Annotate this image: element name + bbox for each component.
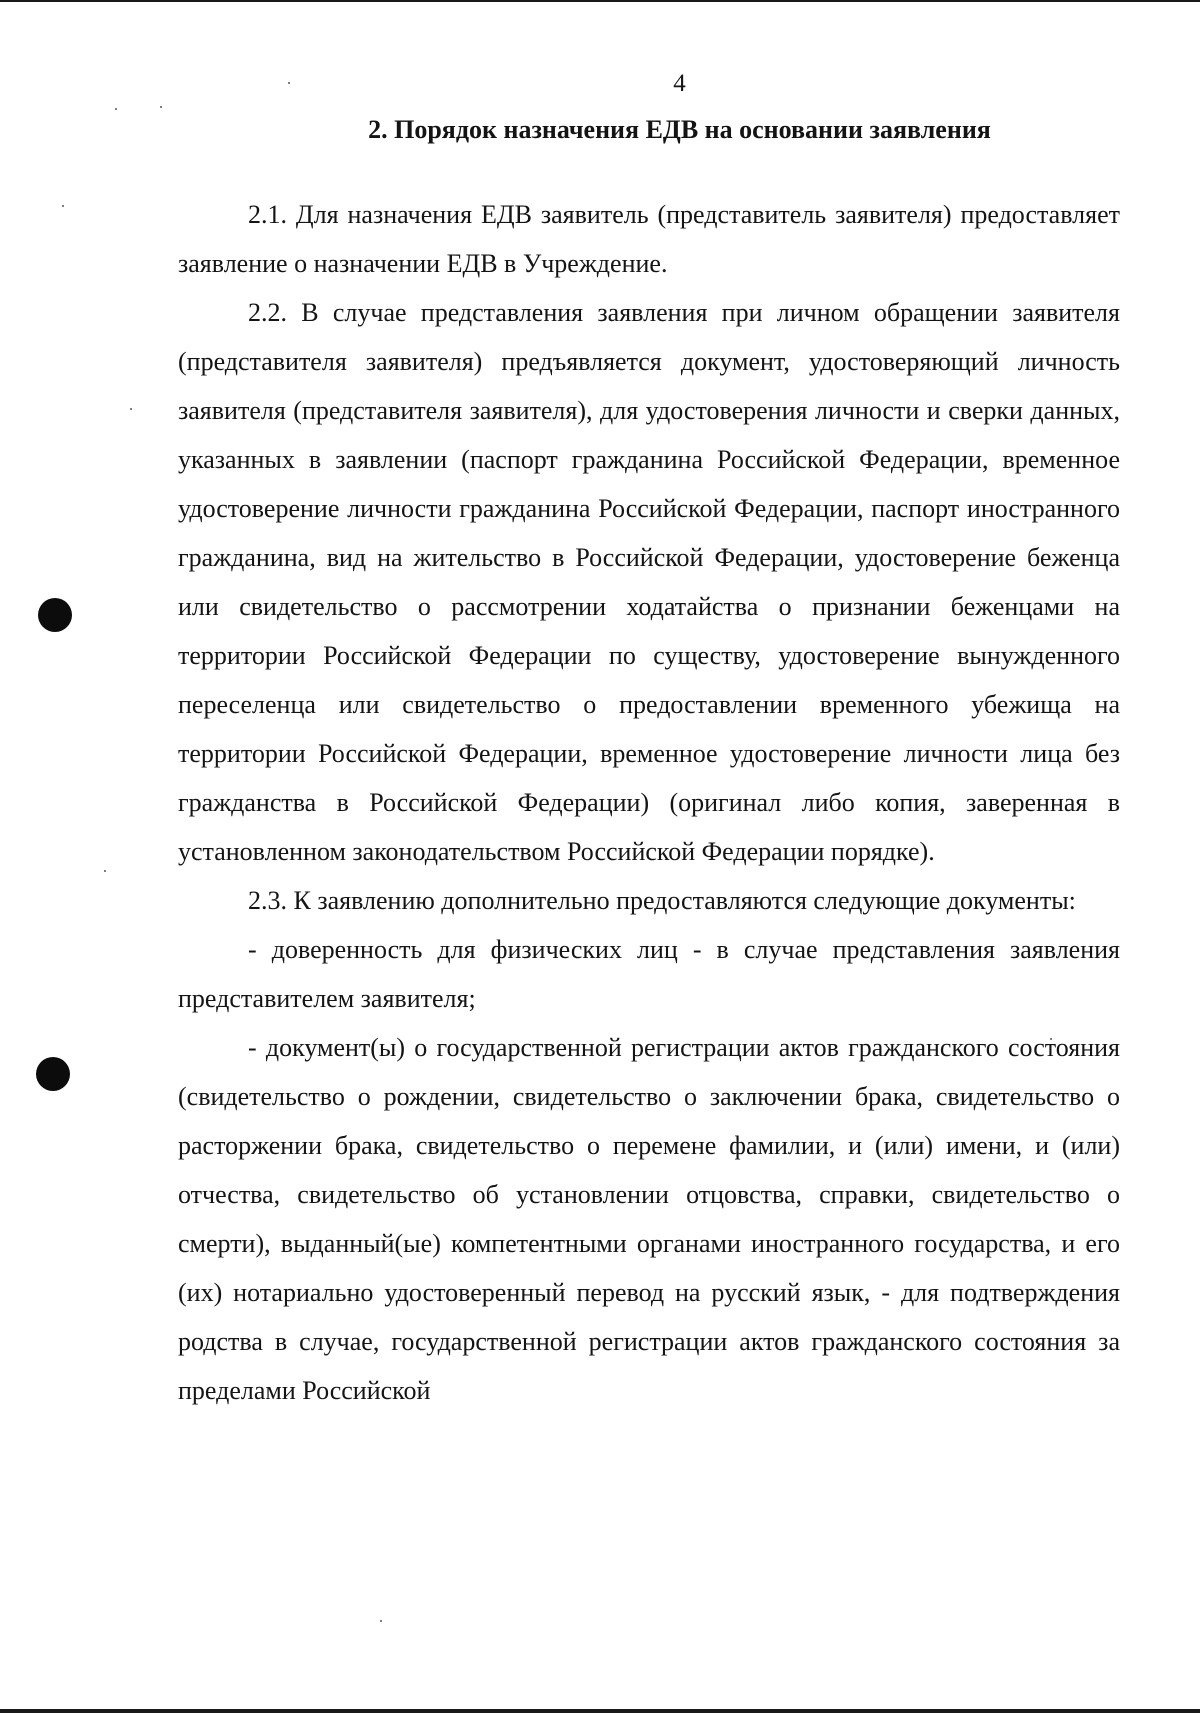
- scan-speck: [104, 870, 106, 872]
- document-body: [178, 190, 1120, 1415]
- scan-speck: [62, 205, 64, 207]
- scan-edge-top: [0, 0, 1200, 2]
- paragraph-2-3: 2.3. К заявлению дополнительно предоставляются следующие документы:: [248, 886, 1076, 915]
- paragraph-2-2: 2.2. В случае представления заявления при личном обращении заявителя (представителя заявителя) предъявляется документ, удостоверяющий личность заявителя (представителя заявителя), для удостоверения личности и сверки данных, указанных в заявлении (паспорт гражданина Российской Федерации, временное удостоверение личности гражданина Российской Федерации, паспорт иностранного гражданина, вид на жительство в Российской Федерации, удостоверение беженца или свидетельство о рассмотрении ходатайства о признании беженцами на территории Российской Федерации по существу, удостоверение вынужденного переселенца или свидетельство о предоставлении временного убежища на территории Российской Федерации, временное удостоверение личности лица без гражданства в Российской Федерации) (оригинал либо копия, заверенная в установленном законодательством Российской Федерации порядке).: [178, 298, 1120, 866]
- punch-hole: [38, 598, 72, 632]
- page-number: 4: [673, 70, 686, 97]
- scan-edge-bottom: [0, 1709, 1200, 1713]
- list-item-power-of-attorney: - доверенность для физических лиц - в случае представления заявления представителем заявителя;: [178, 935, 1120, 1013]
- scan-speck: [115, 108, 117, 110]
- scan-speck: [130, 408, 132, 410]
- scan-speck: [380, 1620, 382, 1622]
- list-item-civil-status-documents: - документ(ы) о государственной регистрации актов гражданского состояния (свидетельство о рождении, свидетельство о заключении брака, свидетельство о расторжении брака, свидетельство о перемене фамилии, и (или) имени, и (или) отчества, свидетельство об установлении отцовства, справки, свидетельство о смерти), выданный(ые) компетентными органами иностранного государства, и его (их) нотариально удостоверенный перевод на русский язык, - для подтверждения родства в случае, государственной регистрации актов гражданского состояния за пределами Российской: [178, 1033, 1120, 1405]
- punch-hole: [36, 1057, 70, 1091]
- paragraph-2-1: 2.1. Для назначения ЕДВ заявитель (представитель заявителя) предоставляет заявление о назначении ЕДВ в Учреждение.: [178, 200, 1120, 278]
- scan-speck: [160, 106, 162, 108]
- section-title: 2. Порядок назначения ЕДВ на основании заявления: [368, 115, 991, 144]
